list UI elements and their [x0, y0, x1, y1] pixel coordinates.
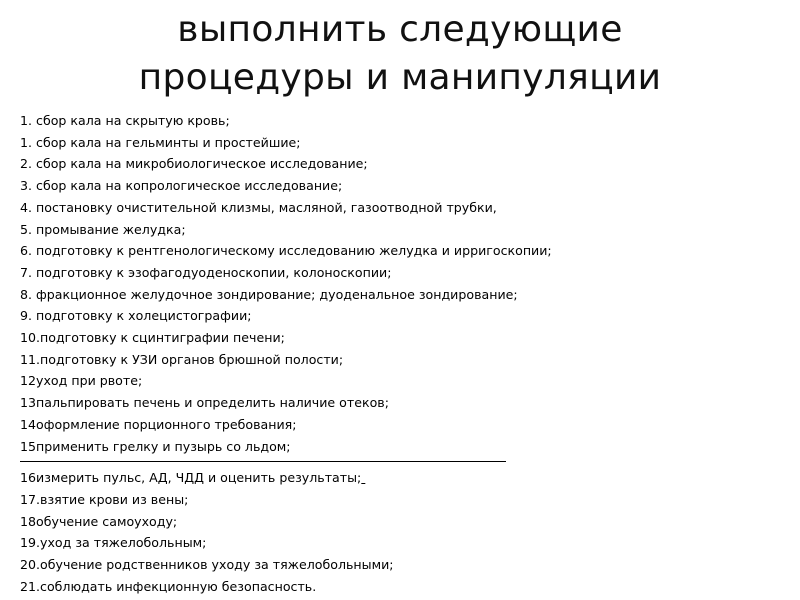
underline-tail [361, 470, 365, 485]
list-item: 8. фракционное желудочное зондирование; дуоденальное зондирование; [20, 286, 518, 302]
list-item: 19.уход за тяжелобольным; [20, 535, 207, 551]
list-item: 10.подготовку к сцинтиграфии печени; [20, 330, 285, 346]
list-item: 18обучение самоуходу; [20, 513, 178, 529]
list-item: 3. сбор кала на копрологическое исследование; [20, 178, 343, 194]
list-item: 14оформление порционного требования; [20, 416, 297, 432]
divider-line [20, 461, 506, 462]
list-item: 9. подготовку к холецистографии; [20, 308, 252, 324]
list-item [20, 467, 790, 489]
title-line-2: процедуры и манипуляции [138, 57, 662, 98]
list-item: 13пальпировать печень и определить наличие отеков; [20, 395, 389, 411]
list-item: 7. подготовку к эзофагодуоденоскопии, колоноскопии; [20, 264, 392, 280]
title-line-1: выполнить следующие [177, 9, 623, 50]
list-spacer [20, 457, 790, 467]
list-item: 12уход при рвоте; [20, 373, 143, 389]
list-item: 15применить грелку и пузырь со льдом; [20, 438, 291, 454]
list-item: 17.взятие крови из вены; [20, 491, 189, 507]
slide-title [0, 6, 800, 102]
procedure-list [20, 110, 790, 597]
list-item: 6. подготовку к рентгенологическому исследованию желудка и ирригоскопии; [20, 243, 552, 259]
list-item: 1. сбор кала на скрытую кровь; [20, 113, 230, 128]
list-item: 2. сбор кала на микробиологическое исследование; [20, 156, 368, 172]
list-item: 11.подготовку к УЗИ органов брюшной полости; [20, 351, 344, 367]
list-item: 4. постановку очистительной клизмы, масляной, газоотводной трубки, [20, 199, 497, 215]
list-item: 1. сбор кала на гельминты и простейшие; [20, 134, 301, 150]
list-item: 21.соблюдать инфекционную безопасность. [20, 578, 317, 594]
list-item: 20.обучение родственников уходу за тяжелобольными; [20, 557, 394, 573]
list-item-text: 16измерить пульс, АД, ЧДД и оценить результаты; [20, 470, 362, 486]
list-item: 5. промывание желудка; [20, 221, 186, 237]
